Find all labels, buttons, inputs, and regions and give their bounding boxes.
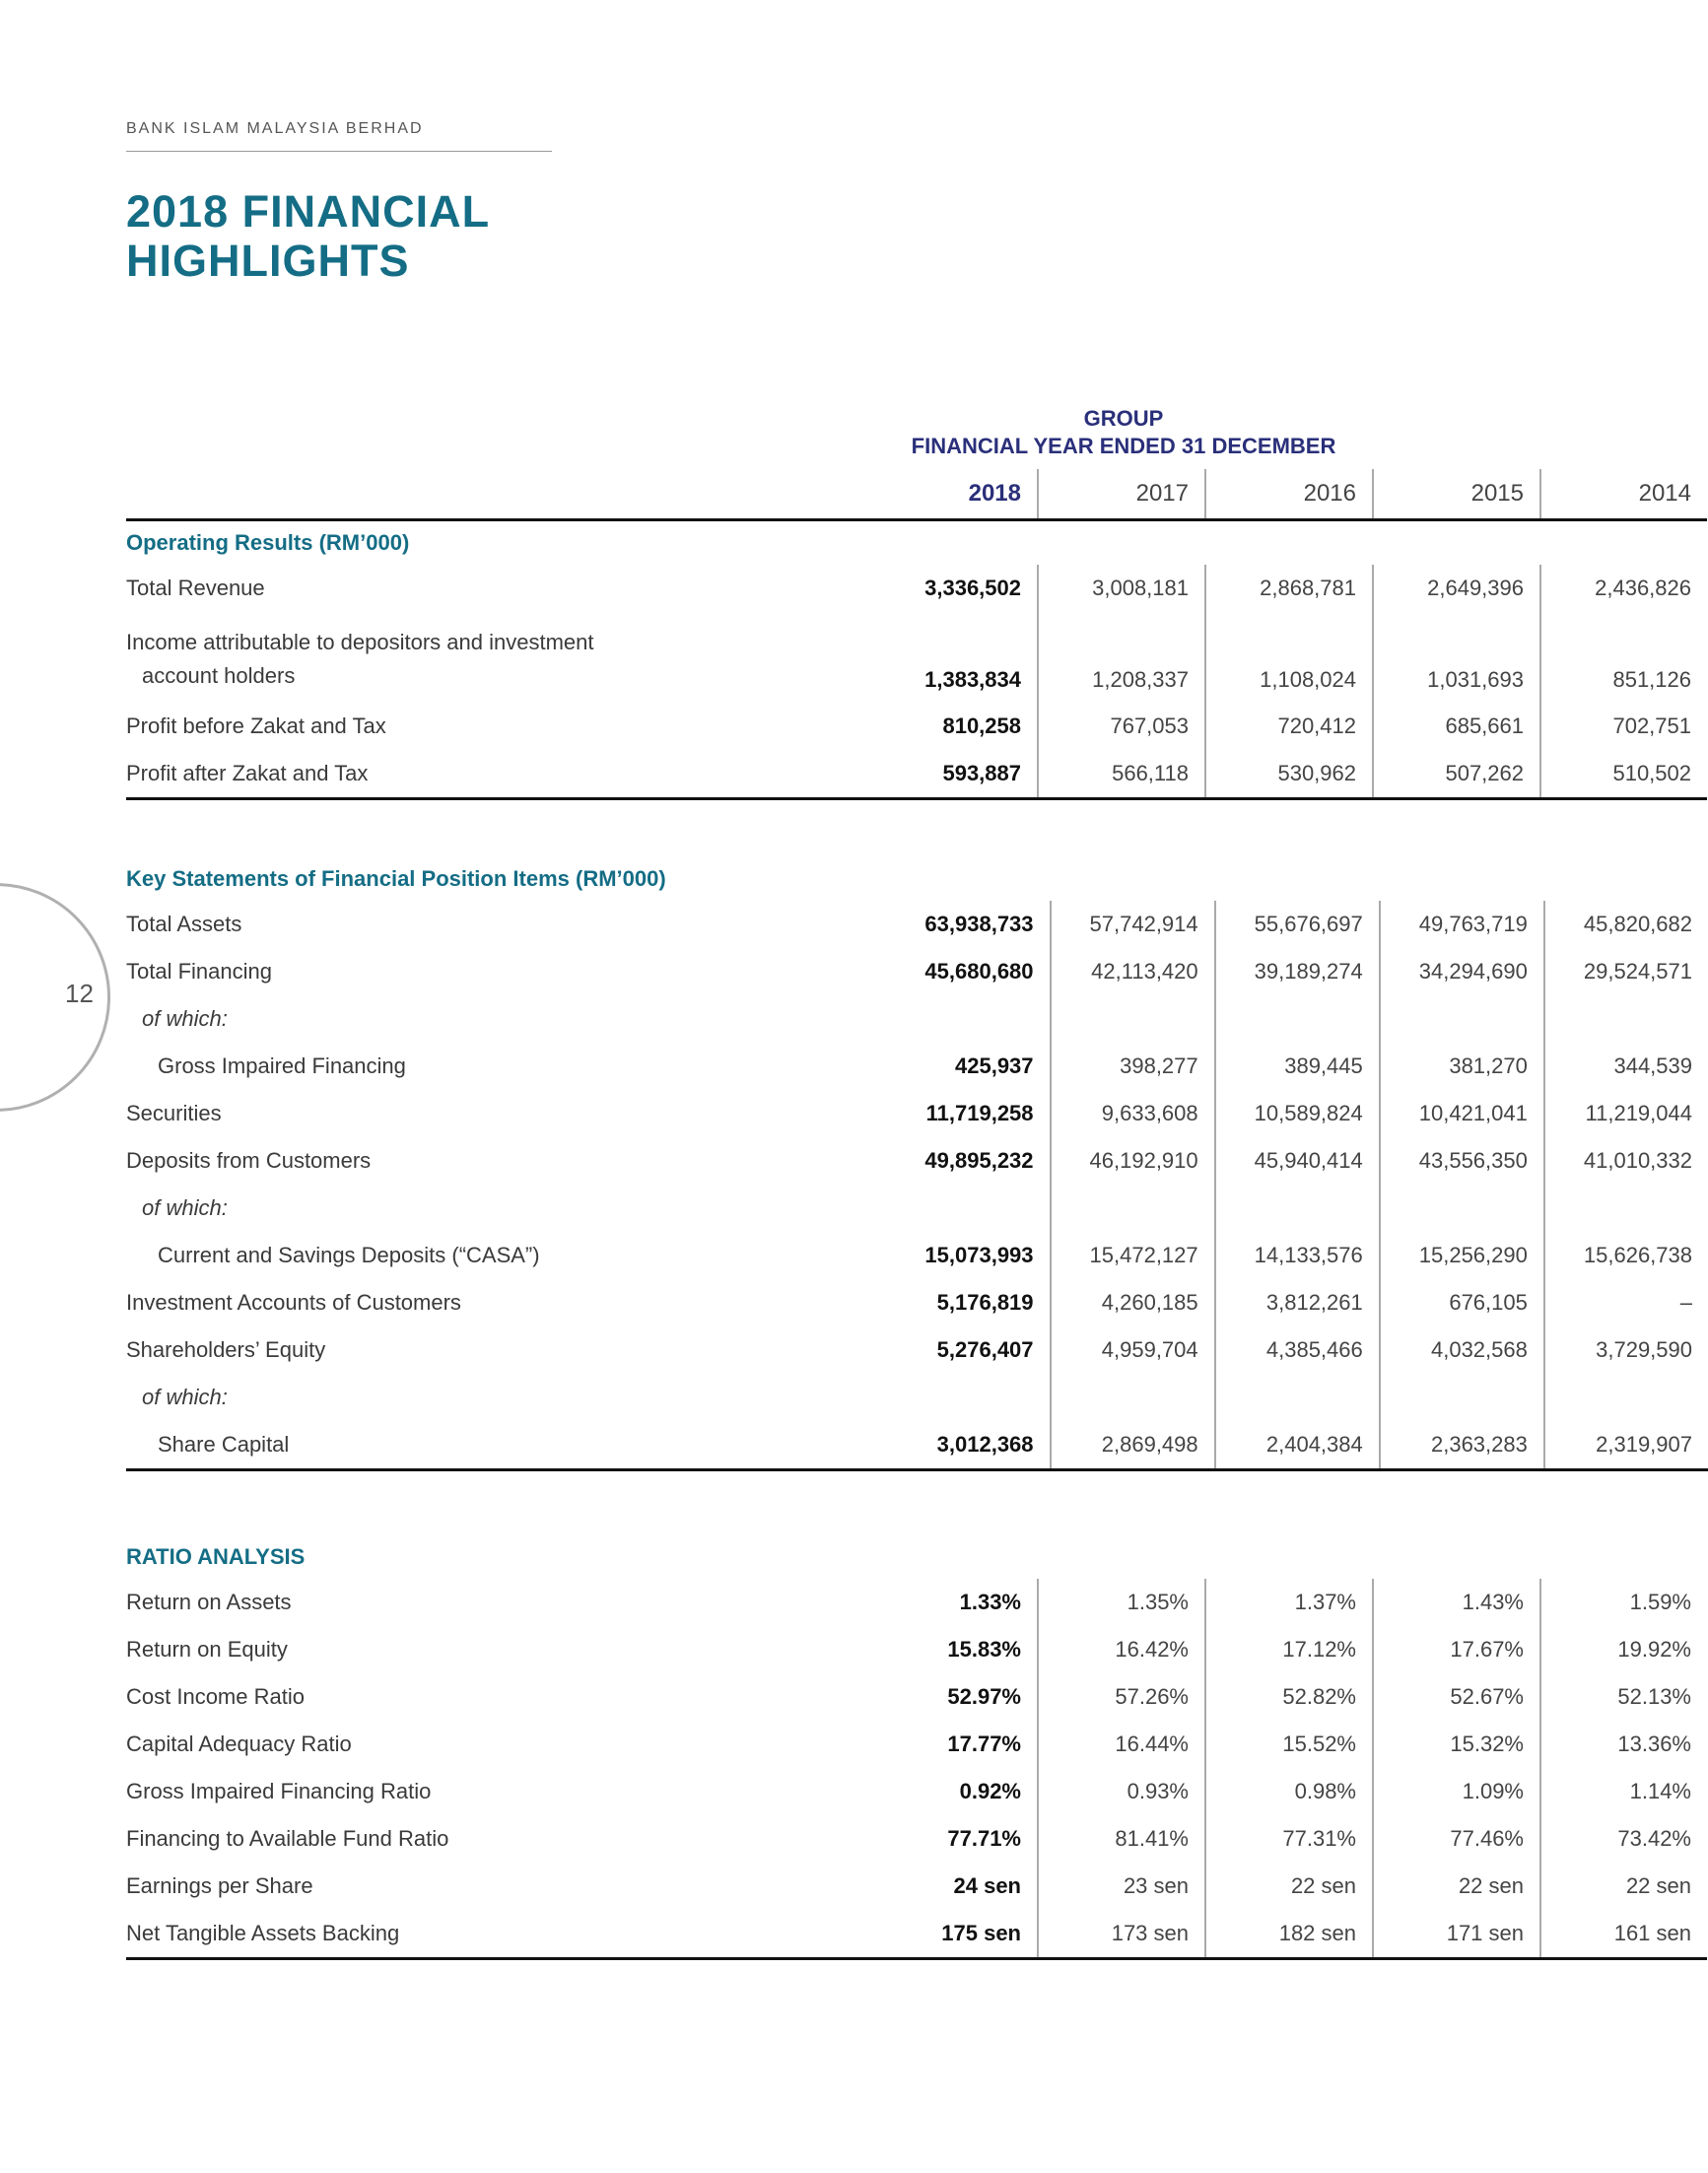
section-title: Operating Results (RM’000)	[126, 530, 410, 555]
value-cell: 52.97%	[947, 1684, 1021, 1709]
value-cell: 15.83%	[947, 1637, 1021, 1662]
value-cell: 52.67%	[1373, 1673, 1540, 1721]
value-cell: 15.52%	[1205, 1721, 1373, 1768]
section-title-row	[126, 857, 1708, 901]
value-cell: 676,105	[1380, 1279, 1544, 1326]
row-label: Total Revenue	[126, 576, 265, 600]
year-header-cell: 2017	[1038, 469, 1205, 520]
value-cell: 182 sen	[1205, 1910, 1373, 1959]
year-header-cell: 2015	[1373, 469, 1540, 520]
value-cell: 17.67%	[1373, 1626, 1540, 1673]
table-row	[126, 1137, 1708, 1185]
value-cell: 46,192,910	[1051, 1137, 1215, 1185]
value-cell: 2,649,396	[1373, 565, 1540, 612]
table-row	[126, 612, 1707, 703]
value-cell: 41,010,332	[1544, 1137, 1708, 1185]
value-cell: 171 sen	[1373, 1910, 1540, 1959]
row-label: Net Tangible Assets Backing	[126, 1910, 911, 1959]
year-header-row	[126, 469, 1707, 520]
value-cell: 2,404,384	[1215, 1421, 1380, 1470]
value-cell: 81.41%	[1038, 1815, 1205, 1863]
table-row	[126, 1043, 1708, 1090]
value-cell: 16.44%	[1038, 1721, 1205, 1768]
page-title	[126, 187, 490, 286]
value-cell: 4,385,466	[1215, 1326, 1380, 1374]
table-row	[126, 948, 1708, 995]
value-cell: 810,258	[942, 713, 1021, 738]
value-cell: 1,208,337	[1038, 612, 1205, 703]
value-cell: 16.42%	[1038, 1626, 1205, 1673]
row-label: Profit after Zakat and Tax	[126, 750, 911, 799]
value-cell: 425,937	[955, 1053, 1034, 1078]
value-cell: 57,742,914	[1051, 901, 1215, 948]
value-cell: 77.31%	[1205, 1815, 1373, 1863]
value-cell: 2,363,283	[1380, 1421, 1544, 1470]
row-label-line1: Income attributable to depositors and investment	[126, 630, 594, 654]
value-cell: 1,108,024	[1205, 612, 1373, 703]
value-cell: 15.32%	[1373, 1721, 1540, 1768]
value-cell: 15,472,127	[1051, 1232, 1215, 1279]
value-cell: 3,008,181	[1038, 565, 1205, 612]
table-row	[126, 1626, 1707, 1673]
row-label: Total Financing	[126, 959, 272, 984]
value-cell: 15,626,738	[1544, 1232, 1708, 1279]
section-title: RATIO ANALYSIS	[126, 1544, 306, 1569]
value-cell: 398,277	[1051, 1043, 1215, 1090]
value-cell: 14,133,576	[1215, 1232, 1380, 1279]
value-cell: 685,661	[1373, 703, 1540, 750]
value-cell: 2,319,907	[1544, 1421, 1708, 1470]
row-label: Gross Impaired Financing	[158, 1053, 406, 1078]
value-cell: 1.59%	[1540, 1579, 1707, 1626]
row-label: Investment Accounts of Customers	[126, 1290, 461, 1315]
value-cell: 381,270	[1380, 1043, 1544, 1090]
value-cell: 19.92%	[1540, 1626, 1707, 1673]
value-cell: 1.09%	[1373, 1768, 1540, 1815]
value-cell: 4,260,185	[1051, 1279, 1215, 1326]
table-row	[126, 1768, 1707, 1815]
row-label: Return on Equity	[126, 1637, 288, 1662]
value-cell: 42,113,420	[1051, 948, 1215, 995]
value-cell: 1,383,834	[924, 667, 1021, 692]
table-row	[126, 1279, 1708, 1326]
value-cell: 0.93%	[1038, 1768, 1205, 1815]
value-cell: 2,868,781	[1205, 565, 1373, 612]
value-cell: 389,445	[1215, 1043, 1380, 1090]
year-header-cell: 2014	[1540, 469, 1707, 520]
value-cell: 17.12%	[1205, 1626, 1373, 1673]
page-title-line1: 2018 FINANCIAL	[126, 186, 491, 237]
value-cell: 5,176,819	[936, 1290, 1034, 1315]
page-number: 12	[65, 979, 94, 1008]
value-cell: 1.43%	[1373, 1579, 1540, 1626]
value-cell: 45,820,682	[1544, 901, 1708, 948]
value-cell: 2,436,826	[1540, 565, 1707, 612]
row-label: Securities	[126, 1101, 222, 1125]
value-cell: 4,032,568	[1380, 1326, 1544, 1374]
table-row	[126, 1185, 1708, 1232]
value-cell: 1.33%	[959, 1590, 1021, 1614]
value-cell: 24 sen	[953, 1873, 1021, 1898]
value-cell: 52.82%	[1205, 1673, 1373, 1721]
header-spacer	[126, 469, 911, 520]
operating-results-table	[126, 469, 1707, 800]
ratio-analysis-table	[126, 1535, 1707, 1960]
value-cell: 45,680,680	[924, 959, 1034, 984]
row-label: Return on Assets	[126, 1590, 292, 1614]
table-row	[126, 703, 1707, 750]
value-cell: 530,962	[1205, 750, 1373, 799]
value-cell: 507,262	[1373, 750, 1540, 799]
page-title-line2: HIGHLIGHTS	[126, 236, 410, 286]
row-label: Cost Income Ratio	[126, 1684, 305, 1709]
value-cell: 23 sen	[1038, 1863, 1205, 1910]
value-cell: 45,940,414	[1215, 1137, 1380, 1185]
value-cell: 593,887	[911, 750, 1038, 799]
table-row	[126, 1326, 1708, 1374]
year-header-cell: 2018	[911, 469, 1038, 520]
row-label: Current and Savings Deposits (“CASA”)	[158, 1243, 540, 1267]
value-cell: 1.14%	[1540, 1768, 1707, 1815]
value-cell: 10,421,041	[1380, 1090, 1544, 1137]
value-cell: 73.42%	[1540, 1815, 1707, 1863]
value-cell: 3,012,368	[923, 1421, 1051, 1470]
value-cell: 22 sen	[1205, 1863, 1373, 1910]
value-cell: 13.36%	[1540, 1721, 1707, 1768]
group-heading-line2: FINANCIAL YEAR ENDED 31 DECEMBER	[911, 434, 1336, 458]
financial-position-table	[126, 857, 1708, 1471]
table-row	[126, 995, 1708, 1043]
value-cell: 3,729,590	[1544, 1326, 1708, 1374]
value-cell: 1,031,693	[1373, 612, 1540, 703]
table-row	[126, 1232, 1708, 1279]
row-label: Gross Impaired Financing Ratio	[126, 1779, 432, 1803]
value-cell: 49,763,719	[1380, 901, 1544, 948]
section-title: Key Statements of Financial Position Items (RM’000)	[126, 866, 666, 891]
value-cell: 10,589,824	[1215, 1090, 1380, 1137]
value-cell: 851,126	[1540, 612, 1707, 703]
value-cell: 175 sen	[911, 1910, 1038, 1959]
value-cell: 29,524,571	[1544, 948, 1708, 995]
table-row	[126, 1721, 1707, 1768]
value-cell: 11,219,044	[1544, 1090, 1708, 1137]
row-label: Capital Adequacy Ratio	[126, 1732, 352, 1756]
row-label: Total Assets	[126, 912, 242, 936]
value-cell: 4,959,704	[1051, 1326, 1215, 1374]
value-cell: 5,276,407	[936, 1337, 1034, 1362]
section-title-row	[126, 520, 1707, 566]
value-cell: 15,073,993	[924, 1243, 1034, 1267]
value-cell: 49,895,232	[924, 1148, 1034, 1173]
table-row	[126, 1910, 1707, 1959]
row-label: Financing to Available Fund Ratio	[126, 1826, 449, 1851]
value-cell: 43,556,350	[1380, 1137, 1544, 1185]
row-label	[126, 612, 911, 703]
table-row	[126, 1815, 1707, 1863]
value-cell: 720,412	[1205, 703, 1373, 750]
value-cell: 566,118	[1038, 750, 1205, 799]
table-row	[126, 1090, 1708, 1137]
value-cell: 22 sen	[1373, 1863, 1540, 1910]
value-cell: 510,502	[1540, 750, 1707, 799]
value-cell: 1.35%	[1038, 1579, 1205, 1626]
row-label: Profit before Zakat and Tax	[126, 713, 386, 738]
table-row	[126, 1863, 1707, 1910]
table-row	[126, 565, 1707, 612]
row-label: of which:	[142, 1195, 228, 1220]
value-cell: 0.92%	[959, 1779, 1021, 1803]
row-label: Shareholders’ Equity	[126, 1337, 326, 1362]
table-row	[126, 1374, 1708, 1421]
value-cell: 55,676,697	[1215, 901, 1380, 948]
value-cell: 767,053	[1038, 703, 1205, 750]
value-cell: 11,719,258	[925, 1101, 1034, 1125]
table-row	[126, 1421, 1708, 1470]
value-cell: 0.98%	[1205, 1768, 1373, 1815]
row-label: Share Capital	[126, 1421, 923, 1470]
page-number-circle	[0, 883, 110, 1112]
value-cell: 344,539	[1544, 1043, 1708, 1090]
value-cell: –	[1544, 1279, 1708, 1326]
table-row	[126, 1579, 1707, 1626]
row-label: Deposits from Customers	[126, 1148, 372, 1173]
value-cell: 2,869,498	[1051, 1421, 1215, 1470]
value-cell: 63,938,733	[924, 912, 1034, 936]
value-cell: 15,256,290	[1380, 1232, 1544, 1279]
running-head-rule	[126, 151, 552, 152]
row-label: of which:	[142, 1385, 228, 1409]
value-cell: 17.77%	[947, 1732, 1021, 1756]
section-title-row	[126, 1535, 1707, 1579]
value-cell: 173 sen	[1038, 1910, 1205, 1959]
group-heading	[887, 405, 1360, 460]
value-cell: 22 sen	[1540, 1863, 1707, 1910]
value-cell: 1.37%	[1205, 1579, 1373, 1626]
value-cell: 57.26%	[1038, 1673, 1205, 1721]
value-cell: 702,751	[1540, 703, 1707, 750]
value-cell: 77.46%	[1373, 1815, 1540, 1863]
table-row	[126, 750, 1707, 799]
row-label-line2: account holders	[142, 663, 296, 688]
value-cell: 9,633,608	[1051, 1090, 1215, 1137]
value-cell: 161 sen	[1540, 1910, 1707, 1959]
running-head: BANK ISLAM MALAYSIA BERHAD	[126, 120, 424, 137]
row-label: Earnings per Share	[126, 1873, 313, 1898]
value-cell: 77.71%	[947, 1826, 1021, 1851]
year-header-cell: 2016	[1205, 469, 1373, 520]
table-row	[126, 901, 1708, 948]
value-cell: 3,336,502	[924, 576, 1021, 600]
table-row	[126, 1673, 1707, 1721]
group-heading-line1: GROUP	[1083, 406, 1164, 431]
value-cell: 52.13%	[1540, 1673, 1707, 1721]
value-cell: 39,189,274	[1215, 948, 1380, 995]
value-cell: 34,294,690	[1380, 948, 1544, 995]
value-cell: 3,812,261	[1215, 1279, 1380, 1326]
row-label: of which:	[142, 1006, 228, 1031]
